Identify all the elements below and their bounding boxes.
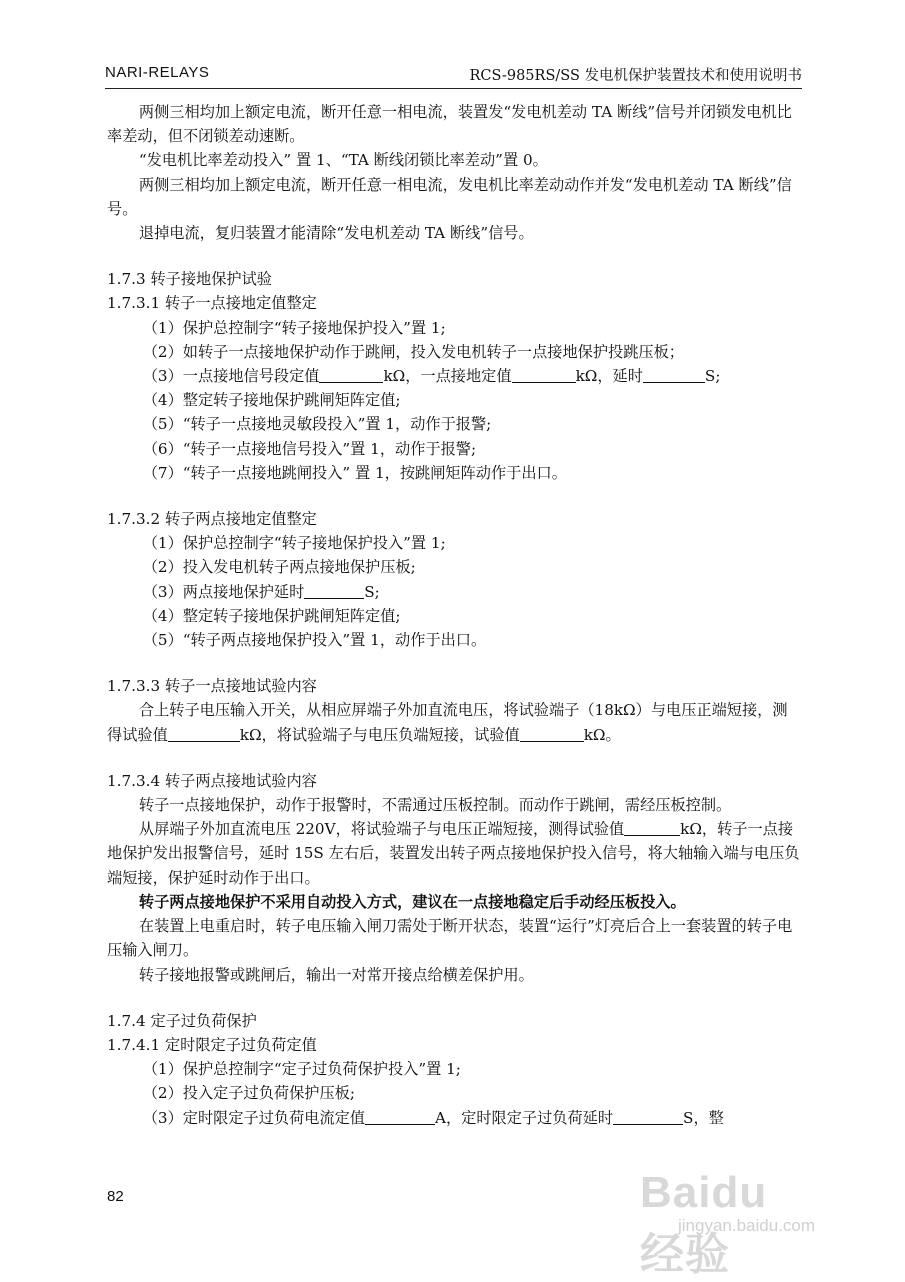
header-brand: NARI-RELAYS [105, 64, 210, 81]
blank-field [624, 820, 680, 836]
section-heading: 1.7.4 定子过负荷保护 [107, 1011, 257, 1030]
list-item: （2）投入发电机转子两点接地保护压板; [142, 558, 416, 577]
list-item: （3）两点接地保护延时 S; [142, 582, 380, 601]
section-heading: 1.7.3 转子接地保护试验 [107, 270, 272, 289]
blank-field [512, 367, 576, 383]
list-item: （7）“转子一点接地跳闸投入” 置 1，按跳闸矩阵动作于出口。 [142, 463, 567, 482]
header-doc-title: RCS-985RS/SS 发电机保护装置技术和使用说明书 [469, 68, 802, 84]
list-item: （4）整定转子接地保护跳闸矩阵定值; [142, 606, 401, 625]
paragraph: 合上转子电压输入开关，从相应屏端子外加直流电压，将试验端子（18kΩ）与电压正端短接，测得试验值 kΩ，将试验端子与电压负端短接，试验值 kΩ。 [107, 701, 788, 744]
list-item: （5）“转子一点接地灵敏段投入”置 1，动作于报警; [142, 415, 492, 434]
list-item: （1）保护总控制字“定子过负荷保护投入”置 1; [142, 1060, 461, 1079]
list-item: （6）“转子一点接地信号投入”置 1，动作于报警; [142, 439, 477, 458]
blank-field [319, 367, 383, 383]
paragraph: “发电机比率差动投入” 置 1、“TA 断线闭锁比率差动”置 0。 [138, 151, 548, 170]
paragraph: 退掉电流，复归装置才能清除“发电机差动 TA 断线”信号。 [138, 224, 534, 243]
paragraph: 两侧三相均加上额定电流，断开任意一相电流，发电机比率差动动作并发“发电机差动 TA 断线”信号。 [107, 175, 792, 218]
subsection-heading: 1.7.3.2 转子两点接地定值整定 [107, 510, 317, 529]
document-body [107, 100, 802, 1130]
blank-field [643, 367, 705, 383]
blank-field [304, 582, 364, 598]
list-item: （2）如转子一点接地保护动作于跳闸，投入发电机转子一点接地保护投跳压板； [142, 342, 684, 361]
blank-field [613, 1108, 683, 1124]
paragraph: 在装置上电重启时，转子电压输入闸刀需处于断开状态，装置“运行”灯亮后合上一套装置的转子电压输入闸刀。 [107, 917, 793, 960]
paragraph: 转子接地报警或跳闸后，输出一对常开接点给横差保护用。 [138, 965, 534, 984]
list-item: （3）一点接地信号段定值 kΩ，一点接地定值 kΩ，延时 S; [142, 367, 721, 386]
list-item: （1）保护总控制字“转子接地保护投入”置 1; [142, 318, 446, 337]
blank-field [520, 725, 584, 741]
subsection-heading: 1.7.3.1 转子一点接地定值整定 [107, 294, 317, 313]
page-number: 82 [107, 1188, 124, 1205]
blank-field [168, 725, 240, 741]
list-item: （1）保护总控制字“转子接地保护投入”置 1; [142, 534, 446, 553]
paragraph: 从屏端子外加直流电压 220V，将试验端子与电压正端短接，测得试验值 kΩ，转子一点接地保护发出报警信号，延时 15S 左右后，装置发出转子两点接地保护投入信号，将大轴输入端与电压负端短接，保护延时动作于出口。 [107, 820, 800, 887]
list-item: （3）定时限定子过负荷电流定值 A，定时限定子过负荷延时 S，整 [142, 1108, 724, 1127]
paragraph: 两侧三相均加上额定电流，断开任意一相电流，装置发“发电机差动 TA 断线”信号并闭锁发电机比率差动，但不闭锁差动速断。 [107, 103, 792, 146]
subsection-heading: 1.7.3.3 转子一点接地试验内容 [107, 677, 317, 696]
watermark [640, 1168, 820, 1279]
blank-field [365, 1108, 435, 1124]
subsection-heading: 1.7.3.4 转子两点接地试验内容 [107, 771, 317, 790]
list-item: （5）“转子两点接地保护投入”置 1，动作于出口。 [142, 631, 487, 650]
page-header [105, 62, 802, 89]
list-item: （2）投入定子过负荷保护压板; [142, 1084, 355, 1103]
watermark-logo: Baidu 经验 [640, 1168, 768, 1279]
list-item: （4）整定转子接地保护跳闸矩阵定值; [142, 391, 401, 410]
paragraph: 转子一点接地保护，动作于报警时，不需通过压板控制。而动作于跳闸，需经压板控制。 [138, 796, 732, 815]
bold-note: 转子两点接地保护不采用自动投入方式，建议在一点接地稳定后手动经压板投入。 [138, 892, 686, 911]
subsection-heading: 1.7.4.1 定时限定子过负荷定值 [107, 1035, 317, 1054]
watermark-url: jingyan.baidu.com [678, 1216, 816, 1235]
